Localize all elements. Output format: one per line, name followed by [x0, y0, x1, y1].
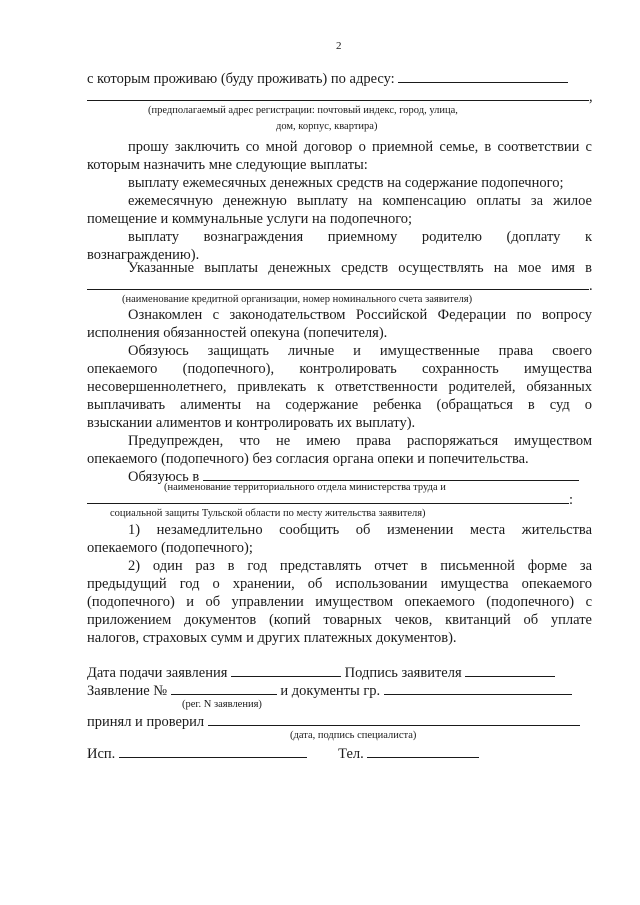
address-label: с которым проживаю (буду проживать) по адресу:	[87, 71, 395, 87]
signature-label: Подпись заявителя	[344, 665, 462, 681]
item-2-line-2: предыдущий год о хранении, об использовании имущества опекаемого	[87, 576, 592, 592]
phone-label: Тел.	[338, 746, 364, 762]
executor-label: Исп.	[87, 746, 116, 762]
bank-blank[interactable]	[87, 277, 589, 290]
department-blank[interactable]	[203, 468, 579, 481]
item-2-line-3: (подопечного) и об управлении имуществом опекаемого (подопечного) с	[87, 594, 592, 610]
address-blank[interactable]	[398, 70, 568, 83]
reg-hint: (рег. N заявления)	[182, 699, 262, 710]
address-hint-2: дом, корпус, квартира)	[276, 121, 378, 132]
statement-number-blank[interactable]	[171, 682, 277, 695]
p1-line-1: прошу заключить со мной договор о приемной семье, в соответствии с	[128, 139, 592, 155]
p1-line-4: ежемесячную денежную выплату на компенсацию оплаты за жилое	[128, 193, 592, 209]
page-number: 2	[336, 40, 342, 52]
accepted-label: принял и проверил	[87, 714, 205, 730]
p3-line-3: несовершеннолетнего, привлекать к ответственности родителей, обязанных	[87, 379, 592, 395]
bank-hint: (наименование кредитной организации, номер номинального счета заявителя)	[122, 294, 473, 305]
p2-line-2: исполнения обязанностей опекуна (попечителя).	[87, 325, 388, 341]
address-line	[87, 70, 568, 88]
p1-line-5: помещение и коммунальные услуги на подопечного;	[87, 211, 413, 227]
address-comma: ,	[589, 89, 593, 105]
bank-period: .	[589, 278, 593, 294]
executor-blank[interactable]	[119, 745, 307, 758]
oblige-label: Обязуюсь в	[128, 469, 200, 485]
item-1-line-1: 1) незамедлительно сообщить об изменении места жительства	[128, 522, 592, 538]
statement-row	[87, 682, 572, 700]
statement-label: Заявление №	[87, 683, 168, 699]
p1-line-7: вознаграждению).	[87, 247, 200, 263]
p1-line-6: выплату вознаграждения приемному родителю (доплату к	[128, 229, 592, 245]
p4-line-2: опекаемого (подопечного) без согласия органа опеки и попечительства.	[87, 451, 529, 467]
item-1-line-2: опекаемого (подопечного);	[87, 540, 253, 556]
department-blank-2[interactable]	[87, 491, 569, 504]
item-2-line-4: приложением документов (копий товарных чеков, квитанций об уплате	[87, 612, 592, 628]
phone-blank[interactable]	[367, 745, 479, 758]
item-2-line-5: налогов, страховых сумм и других платежных документов).	[87, 630, 457, 646]
address-hint-1: (предполагаемый адрес регистрации: почтовый индекс, город, улица,	[148, 105, 458, 116]
signature-blank[interactable]	[465, 664, 555, 677]
date-sign-hint: (дата, подпись специалиста)	[290, 730, 417, 741]
p4-line-1: Предупрежден, что не имею права распоряжаться имуществом	[128, 433, 592, 449]
address-blank-2[interactable]	[87, 88, 589, 101]
p2-line-1: Ознакомлен с законодательством Российской Федерации по вопросу	[128, 307, 592, 323]
p3-line-1: Обязуюсь защищать личные и имущественные права своего	[128, 343, 592, 359]
item-2-line-1: 2) один раз в год представлять отчет в письменной форме за	[128, 558, 592, 574]
date-signature-row	[87, 664, 555, 682]
date-blank[interactable]	[231, 664, 341, 677]
payments-line: Указанные выплаты денежных средств осуществлять на мое имя в	[128, 260, 592, 276]
dept-hint-2: социальной защиты Тульской области по месту жительства заявителя)	[110, 508, 426, 519]
p3-line-4: выплачивать алименты на содержание ребенка (обращаться в суд о	[87, 397, 592, 413]
dept-colon: :	[569, 492, 574, 508]
p1-line-2: которым назначить мне следующие выплаты:	[87, 157, 368, 173]
dept-hint-1: (наименование территориального отдела министерства труда и	[164, 482, 446, 493]
p3-line-2: опекаемого (подопечного), контролировать сохранность имущества	[87, 361, 592, 377]
p3-line-5: взыскании алиментов и контролировать их выплату).	[87, 415, 416, 431]
docs-person-blank[interactable]	[384, 682, 572, 695]
executor-row	[87, 745, 479, 763]
p1-line-3: выплату ежемесячных денежных средств на содержание подопечного;	[128, 175, 564, 191]
date-label: Дата подачи заявления	[87, 665, 228, 681]
accepted-blank[interactable]	[208, 713, 580, 726]
docs-label: и документы гр.	[280, 683, 381, 699]
